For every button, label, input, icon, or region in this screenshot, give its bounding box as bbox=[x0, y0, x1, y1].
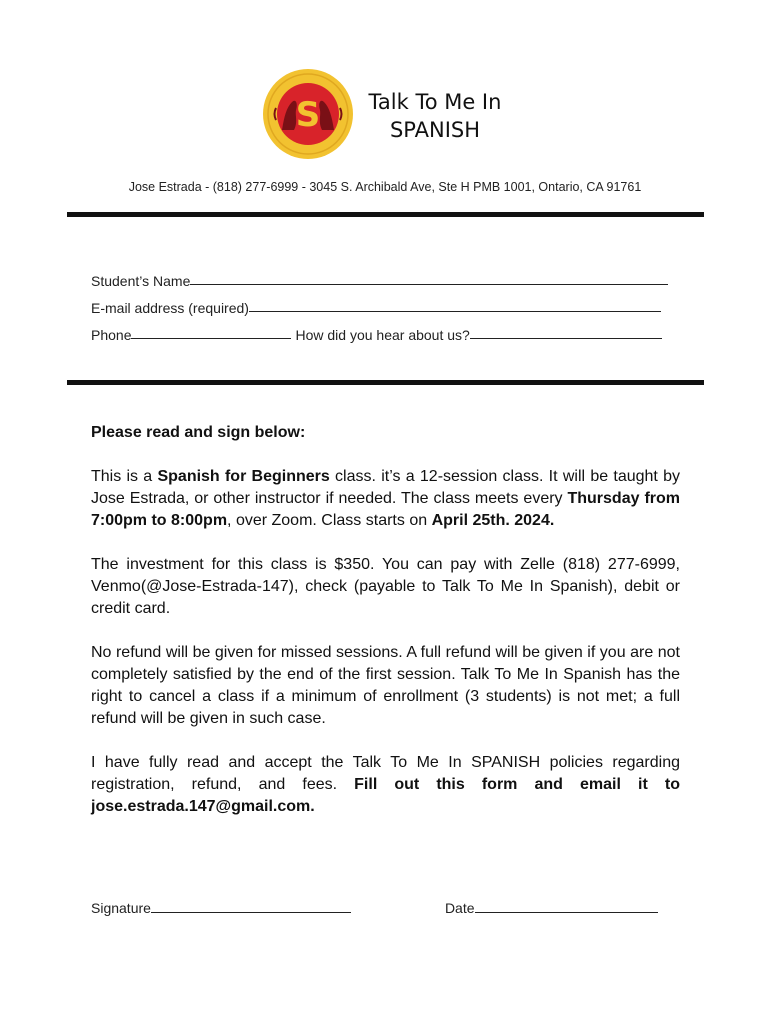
payment-paragraph: The investment for this class is $350. You can pay with Zelle (818) 277-6999, Venmo(@Jose-Estrada-147), check (payable to Talk To Me In Spanish), debit or credit card. bbox=[91, 556, 680, 617]
hear-about-field[interactable] bbox=[470, 324, 662, 339]
phone-label: Phone bbox=[91, 327, 132, 343]
class-start-date: April 25th. 2024. bbox=[431, 512, 555, 529]
talk-to-me-logo-icon bbox=[262, 68, 354, 160]
divider-middle bbox=[67, 380, 704, 385]
phone-row bbox=[91, 316, 691, 343]
acceptance-text: I have fully read and accept the Talk To Me In SPANISH policies regarding registration, refund, and fees. bbox=[91, 754, 680, 793]
logo-line-1: Talk To Me In bbox=[368, 90, 502, 114]
student-name-row bbox=[91, 262, 691, 289]
logo bbox=[262, 68, 522, 163]
logo-line-2: SPANISH bbox=[389, 118, 481, 142]
class-info-text-1: This is a bbox=[91, 468, 158, 485]
signature-field[interactable] bbox=[151, 898, 351, 913]
student-name-field[interactable] bbox=[190, 270, 668, 285]
class-name: Spanish for Beginners bbox=[157, 468, 330, 485]
student-info-form bbox=[91, 262, 691, 343]
contact-line: Jose Estrada - (818) 277-6999 - 3045 S. Archibald Ave, Ste H PMB 1001, Ontario, CA 91761 bbox=[128, 180, 642, 194]
instructions-heading: Please read and sign below: bbox=[91, 424, 306, 441]
phone-field[interactable] bbox=[131, 324, 291, 339]
class-schedule: Thursday from 7:00pm to 8:00pm bbox=[91, 490, 680, 529]
signature-label: Signature bbox=[91, 900, 151, 916]
divider-top bbox=[67, 212, 704, 217]
date-field[interactable] bbox=[475, 898, 658, 913]
hear-about-label: How did you hear about us? bbox=[295, 327, 470, 343]
student-name-label: Student’s Name bbox=[91, 273, 191, 289]
class-info-text-3: , over Zoom. Class starts on bbox=[227, 512, 432, 529]
date-label: Date bbox=[444, 900, 475, 916]
email-field[interactable] bbox=[249, 297, 661, 312]
class-info-paragraph bbox=[91, 466, 680, 532]
acceptance-paragraph bbox=[91, 752, 680, 818]
email-instruction: Fill out this form and email it to jose.estrada.147@gmail.com. bbox=[91, 776, 680, 815]
policy-text bbox=[91, 422, 680, 840]
class-info-text-2: class. it’s a 12-session class. It will be taught by Jose Estrada, or other instructor if needed. The class meets every bbox=[91, 468, 681, 507]
logo-wordmark bbox=[350, 88, 520, 144]
signature-row bbox=[91, 898, 681, 916]
email-row bbox=[91, 289, 691, 316]
logo-letter: S bbox=[295, 95, 321, 135]
email-label: E-mail address (required) bbox=[91, 300, 249, 316]
refund-paragraph: No refund will be given for missed sessions. A full refund will be given if you are not completely satisfied by the end of the first session. Talk To Me In Spanish has the right to cancel a class if a minimum of enrollment (3 students) is not met; a full refund will be given in such case. bbox=[91, 644, 680, 727]
